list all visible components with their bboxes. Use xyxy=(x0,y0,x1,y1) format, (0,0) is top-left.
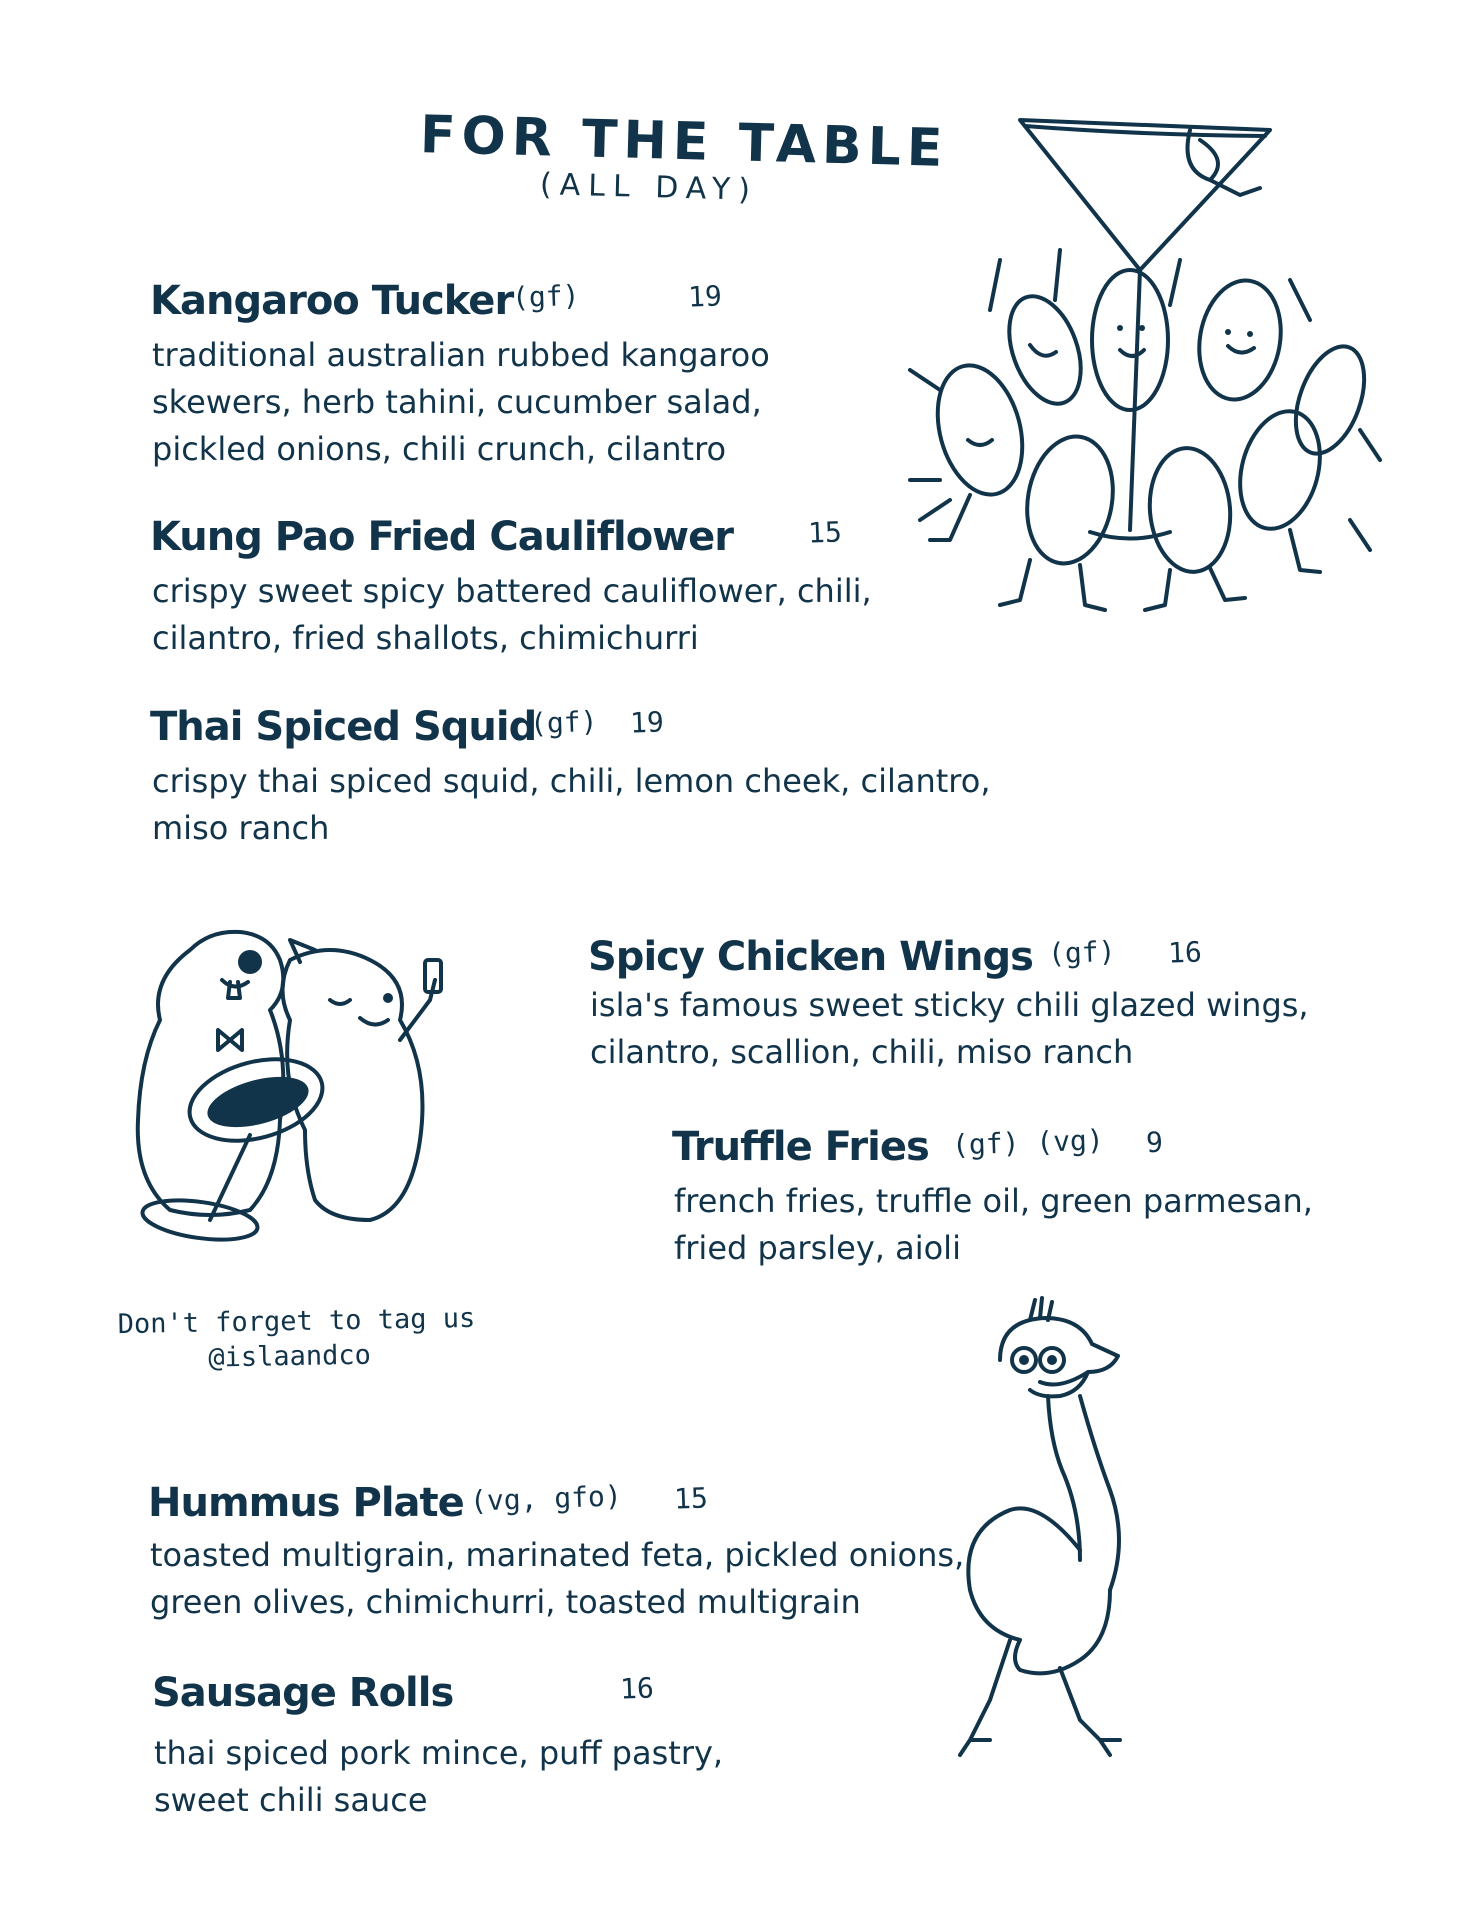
item-dietary-tags: (gf) xyxy=(1047,934,1116,971)
item-dietary-tags: (vg, gfo) xyxy=(469,1479,623,1518)
item-name: Truffle Fries xyxy=(672,1124,929,1170)
item-name: Thai Spiced Squid xyxy=(150,704,537,750)
item-price: 19 xyxy=(687,279,723,314)
item-description xyxy=(674,1178,1313,1272)
emu-illustration xyxy=(1000,1300,1340,1770)
item-description-line: pickled onions, chili crunch, cilantro xyxy=(152,430,727,468)
item-description-line: cilantro, scallion, chili, miso ranch xyxy=(590,1033,1134,1071)
item-dietary-tags: (gf) (vg) xyxy=(951,1123,1105,1162)
item-dietary-tags: (gf) xyxy=(529,704,598,741)
item-name: Sausage Rolls xyxy=(152,1670,454,1716)
item-description xyxy=(152,568,872,662)
item-description-line: miso ranch xyxy=(152,809,330,847)
page-title: FOR THE TABLE xyxy=(419,105,950,179)
item-description-line: thai spiced pork mince, puff pastry, xyxy=(154,1734,724,1772)
martini-glass-oysters-illustration xyxy=(880,100,1380,640)
item-description-line: cilantro, fried shallots, chimichurri xyxy=(152,619,699,657)
item-price: 16 xyxy=(619,1671,655,1706)
quokkas-selfie-illustration xyxy=(130,920,490,1250)
item-description xyxy=(150,1532,964,1626)
item-description xyxy=(152,758,991,852)
item-description-line: french fries, truffle oil, green parmesan, xyxy=(674,1182,1313,1220)
item-price: 15 xyxy=(673,1481,709,1516)
social-handle: @islaandco xyxy=(208,1339,372,1374)
item-price: 16 xyxy=(1167,935,1203,970)
social-tag-note xyxy=(117,1303,476,1375)
item-description xyxy=(152,332,770,473)
item-dietary-tags: (gf) xyxy=(511,278,580,315)
item-description-line: traditional australian rubbed kangaroo xyxy=(152,336,770,374)
item-description-line: crispy sweet spicy battered cauliflower, chili, xyxy=(152,572,872,610)
item-description xyxy=(154,1730,723,1824)
item-name: Kangaroo Tucker xyxy=(150,278,514,324)
item-name: Hummus Plate xyxy=(148,1480,464,1526)
item-price: 9 xyxy=(1145,1125,1164,1160)
item-description-line: sweet chili sauce xyxy=(154,1781,428,1819)
item-description-line: toasted multigrain, marinated feta, pickled onions, xyxy=(150,1536,965,1574)
item-price: 15 xyxy=(807,515,843,550)
item-description-line: fried parsley, aioli xyxy=(674,1229,961,1267)
social-note-line: Don't forget to tag us xyxy=(117,1302,476,1341)
item-description-line: skewers, herb tahini, cucumber salad, xyxy=(152,383,762,421)
item-description xyxy=(590,982,1309,1076)
page-subtitle: (ALL DAY) xyxy=(539,167,759,208)
item-description-line: crispy thai spiced squid, chili, lemon cheek, cilantro, xyxy=(152,762,991,800)
item-description-line: isla's famous sweet sticky chili glazed wings, xyxy=(590,986,1309,1024)
item-description-line: green olives, chimichurri, toasted multigrain xyxy=(150,1583,861,1621)
item-price: 19 xyxy=(629,705,665,740)
item-name: Kung Pao Fried Cauliflower xyxy=(150,514,733,560)
item-name: Spicy Chicken Wings xyxy=(588,934,1033,980)
